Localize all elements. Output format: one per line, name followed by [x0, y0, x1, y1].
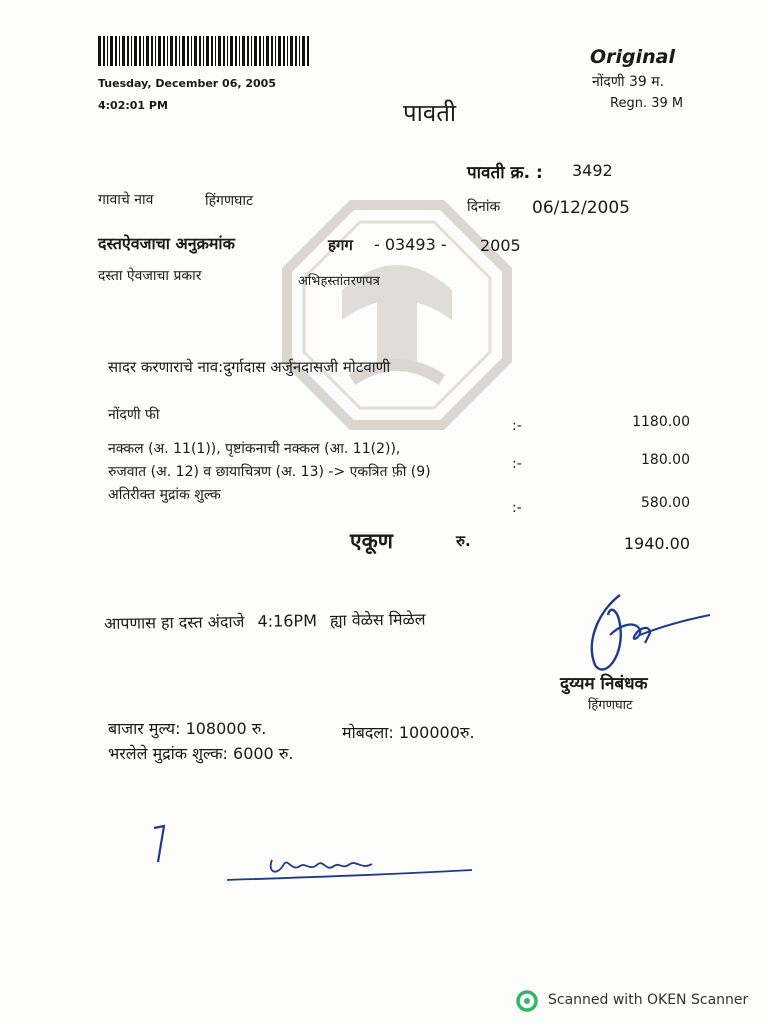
print-date: Tuesday, December 06, 2005: [98, 77, 276, 90]
doc-index-code: हगग: [328, 236, 353, 254]
doc-type-value: अभिहस्तांतरणपत्र: [298, 274, 380, 289]
registrar-place: हिंगणघाट: [588, 698, 633, 713]
stamp-duty-value: 580.00: [641, 495, 690, 511]
availability-time: 4:16PM: [257, 611, 318, 631]
availability-prefix: आपणास हा दस्त अंदाजे: [103, 612, 245, 633]
registration-fee-label: नोंदणी फी: [108, 407, 160, 423]
copy-fee-value: 180.00: [641, 452, 690, 468]
tick-mark: [148, 820, 178, 870]
doc-index-label: दस्तऐवजाचा अनुक्रमांक: [98, 234, 235, 253]
consideration-value: मोबदला: 100000रु.: [342, 723, 475, 742]
registrar-signature: [580, 585, 720, 685]
date-value: 06/12/2005: [532, 198, 630, 218]
availability-line: [104, 608, 426, 634]
total-label: एकूण: [350, 529, 393, 553]
registrar-title: दुय्यम निबंधक: [560, 674, 648, 694]
receipt-no-value: 3492: [572, 161, 613, 180]
stamp-duty-paid: भरलेले मुद्रांक शुल्क: 6000 रु.: [108, 744, 294, 763]
barcode: [98, 36, 310, 66]
original-label: Original: [590, 46, 676, 68]
stamp-duty-label: अतिरीक्त मुद्रांक शुल्क: [108, 487, 221, 503]
copy-fee-line-2: रुजवात (अ. 12) व छायाचित्रण (अ. 13) -> एकत्रित फ़ी (9): [108, 464, 431, 480]
doc-index-year: 2005: [480, 236, 521, 255]
availability-suffix: ह्या वेळेस मिळेल: [329, 609, 426, 630]
scanner-watermark: Scanned with OKEN Scanner: [548, 992, 749, 1008]
village-value: हिंगणघाट: [205, 193, 254, 209]
doc-index-number: - 03493 -: [374, 235, 447, 254]
registration-fee-value: 1180.00: [632, 414, 690, 430]
party-signature: [222, 852, 482, 888]
nondani-label: नोंदणी 39 म.: [592, 74, 665, 90]
market-value: बाजार मुल्य: 108000 रु.: [108, 719, 267, 738]
print-time: 4:02:01 PM: [98, 99, 168, 112]
oken-scanner-logo: [516, 990, 538, 1012]
copy-fee-line-1: नक्कल (अ. 11(1)), पृष्टांकनाची नक्कल (आ. 11(2)),: [108, 441, 401, 457]
village-label: गावाचे नाव: [98, 192, 154, 208]
total-value: 1940.00: [623, 534, 690, 553]
registration-fee-separator: :-: [512, 418, 522, 434]
stamp-duty-separator: :-: [512, 500, 522, 516]
presenter-name: सादर करणाराचे नाव:दुर्गादास अर्जुनदासजी मोटवाणी: [108, 358, 391, 376]
date-label: दिनांक: [467, 199, 501, 215]
total-currency: रु.: [456, 532, 471, 550]
regn-label: Regn. 39 M: [610, 96, 684, 111]
copy-fee-separator: :-: [512, 456, 522, 472]
doc-type-label: दस्ता ऐवजाचा प्रकार: [98, 268, 202, 284]
page-title: पावती: [403, 99, 457, 127]
receipt-no-label: पावती क्र. :: [467, 163, 543, 183]
